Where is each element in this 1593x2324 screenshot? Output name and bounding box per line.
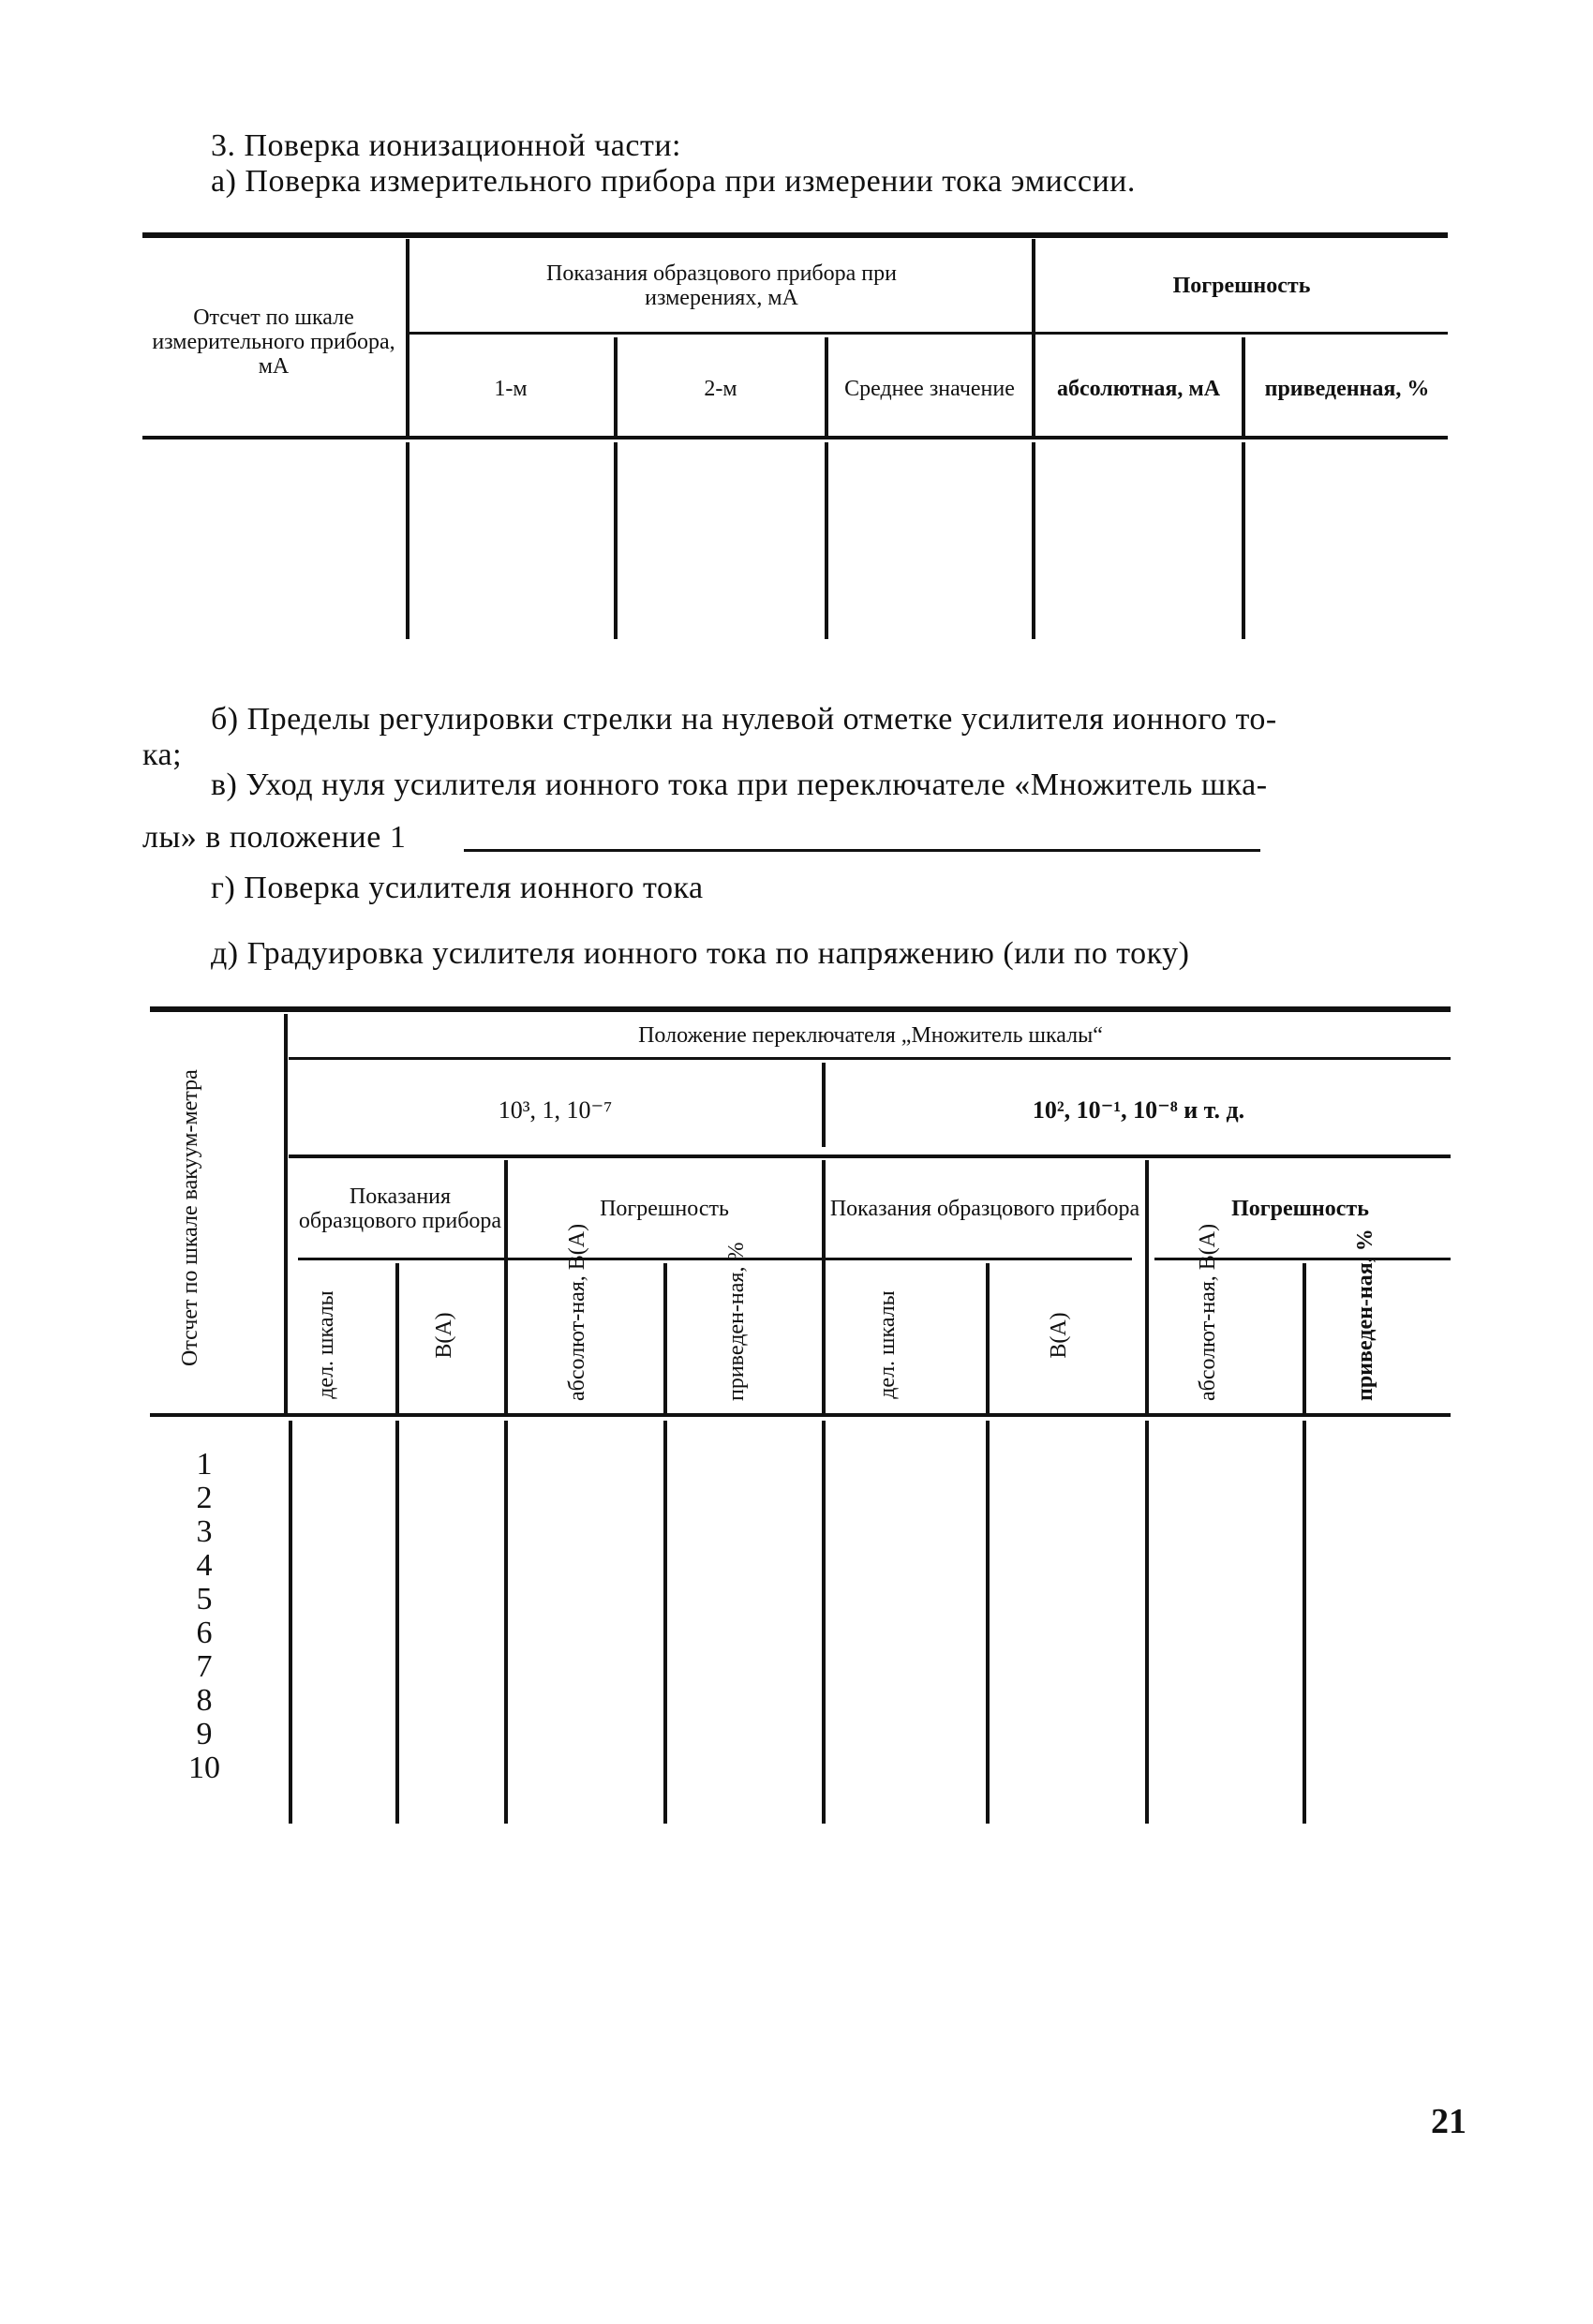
row-number: 4 xyxy=(196,1548,213,1583)
row-number: 10 xyxy=(188,1750,220,1785)
item-d: д) Градуировка усилителя ионного тока по напряжению (или по току) xyxy=(211,936,1190,971)
ref-readings-1: Показания образцового прибора xyxy=(298,1184,502,1233)
fill-in-line xyxy=(464,849,1260,852)
sub-del-scale-1: дел. шкалы xyxy=(314,1290,338,1399)
row-number: 2 xyxy=(196,1481,213,1515)
sub-va-2: В(А) xyxy=(1047,1312,1071,1359)
col-reference-readings: Показания образцового прибора при измерениях, мА xyxy=(546,261,897,310)
row-number: 7 xyxy=(196,1649,213,1684)
item-b-line2: ка; xyxy=(142,737,183,772)
sub-va-1: В(А) xyxy=(432,1312,456,1359)
sub-del-scale-2: дел. шкалы xyxy=(875,1290,900,1399)
row-number: 3 xyxy=(196,1514,213,1549)
col-error: Погрешность xyxy=(1172,274,1311,298)
row-number: 8 xyxy=(196,1683,213,1718)
group2-label: 10², 10⁻¹, 10⁻⁸ и т. д. xyxy=(1032,1096,1245,1124)
sub-col-2: 2-м xyxy=(704,377,737,401)
section-title: 3. Поверка ионизационной части: xyxy=(211,128,681,163)
switch-position-header: Положение переключателя „Множитель шкалы“ xyxy=(638,1023,1103,1048)
item-g: г) Поверка усилителя ионного тока xyxy=(211,871,704,905)
item-b-line1: б) Пределы регулировки стрелки на нулевой отметке усилителя ионного то- xyxy=(211,702,1277,737)
row-number: 5 xyxy=(196,1582,213,1616)
page-number: 21 xyxy=(1431,2102,1466,2141)
row-number: 1 xyxy=(196,1447,213,1482)
item-v-line1: в) Уход нуля усилителя ионного тока при переключателе «Множитель шка- xyxy=(211,767,1268,802)
sub-abs-va-2: абсолют-ная, В(А) xyxy=(1196,1223,1220,1401)
sub-col-absolute: абсолютная, мА xyxy=(1056,377,1221,401)
col-vacuum-meter-reading: Отсчет по шкале вакуум-метра xyxy=(178,1069,202,1366)
sub-rel-pct-2: приведен-ная, % xyxy=(1353,1229,1377,1401)
sub-col-average: Среднее значение xyxy=(844,377,1015,401)
sub-col-reduced: приведенная, % xyxy=(1264,377,1430,401)
item-v-line2: лы» в положение 1 xyxy=(142,820,407,855)
sub-col-1: 1-м xyxy=(494,377,528,401)
error-1: Погрешность xyxy=(600,1197,729,1221)
item-a: а) Поверка измерительного прибора при измерении тока эмиссии. xyxy=(211,164,1136,199)
row-number: 6 xyxy=(196,1616,213,1650)
group1-label: 10³, 1, 10⁻⁷ xyxy=(498,1096,613,1124)
col-meter-reading: Отсчет по шкале измерительного прибора, мА xyxy=(152,305,395,379)
sub-rel-pct-1: приведен-ная, % xyxy=(724,1242,749,1401)
sub-abs-va-1: абсолют-ная, В(А) xyxy=(565,1223,589,1401)
ref-readings-2: Показания образцового прибора xyxy=(829,1197,1140,1221)
error-2: Погрешность xyxy=(1231,1197,1369,1221)
row-number: 9 xyxy=(196,1717,213,1751)
